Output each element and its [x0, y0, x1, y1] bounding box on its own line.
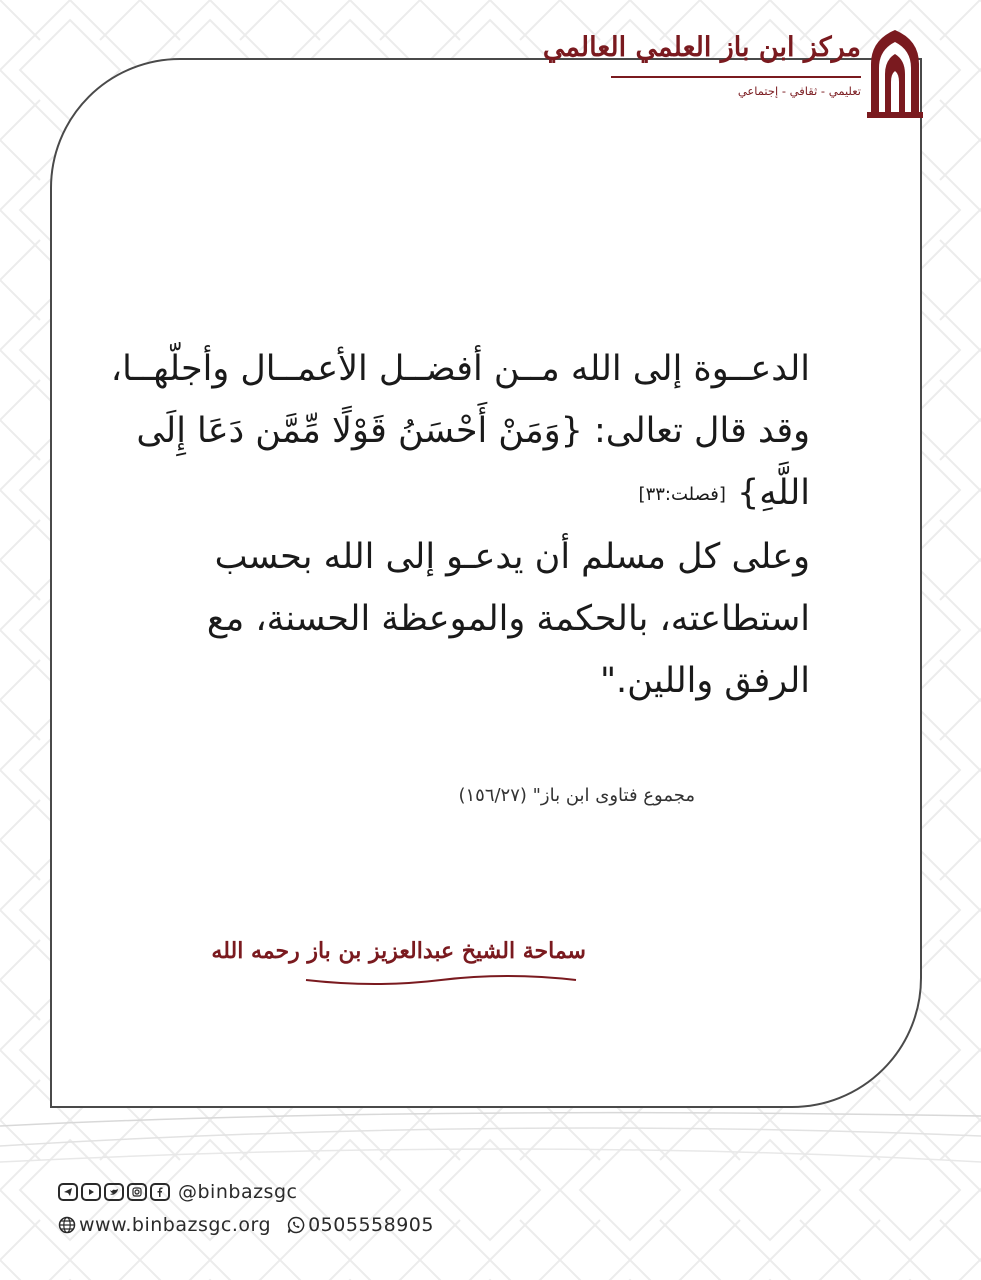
- social-handle[interactable]: @binbazsgc: [178, 1181, 298, 1203]
- telegram-icon[interactable]: [58, 1183, 78, 1201]
- logo-divider: [611, 76, 861, 78]
- footer-contact: [58, 1180, 518, 1250]
- logo-title: مركز ابن باز العلمي العالمي: [542, 32, 861, 63]
- website-link[interactable]: www.binbazsgc.org: [79, 1214, 272, 1236]
- facebook-icon[interactable]: [150, 1183, 170, 1201]
- quote-text: [60, 338, 810, 712]
- instagram-icon[interactable]: [127, 1183, 147, 1201]
- signature-flourish: [296, 972, 586, 988]
- phone-number[interactable]: 0505558905: [308, 1214, 434, 1236]
- verse-reference: [فصلت:٣٣]: [638, 484, 726, 505]
- quote-line: وقد قال تعالى: {وَمَنْ أَحْسَنُ قَوْلًا مِّمَّن دَعَا إِلَى: [136, 411, 810, 451]
- quote-line: استطاعته، بالحكمة والموعظة الحسنة، مع: [206, 599, 810, 639]
- quote-line: وعلى كل مسلم أن يدعـو إلى الله بحسب: [214, 537, 810, 577]
- footer-decorative-lines: [0, 1096, 981, 1176]
- contact-row: [58, 1212, 434, 1238]
- globe-icon: [58, 1216, 76, 1234]
- mosque-arch-icon: [867, 26, 923, 118]
- center-logo: [542, 26, 923, 146]
- twitter-icon[interactable]: [104, 1183, 124, 1201]
- quote-line: الرفق واللين.": [599, 661, 810, 701]
- youtube-icon[interactable]: [81, 1183, 101, 1201]
- whatsapp-icon: [287, 1216, 305, 1234]
- logo-tagline: تعليمي - ثقافي - إجتماعي: [737, 84, 861, 98]
- quote-line: الدعــوة إلى الله مــن أفضــل الأعمــال وأجلّهــا،: [110, 349, 810, 389]
- social-links: [58, 1180, 297, 1204]
- source-citation: مجموع فتاوى ابن باز" (١٥٦/٢٧): [458, 785, 695, 806]
- signature-calligraphy: سماحة الشيخ عبدالعزيز بن باز رحمه الله: [211, 938, 586, 964]
- quote-line: اللَّهِ}: [736, 473, 810, 513]
